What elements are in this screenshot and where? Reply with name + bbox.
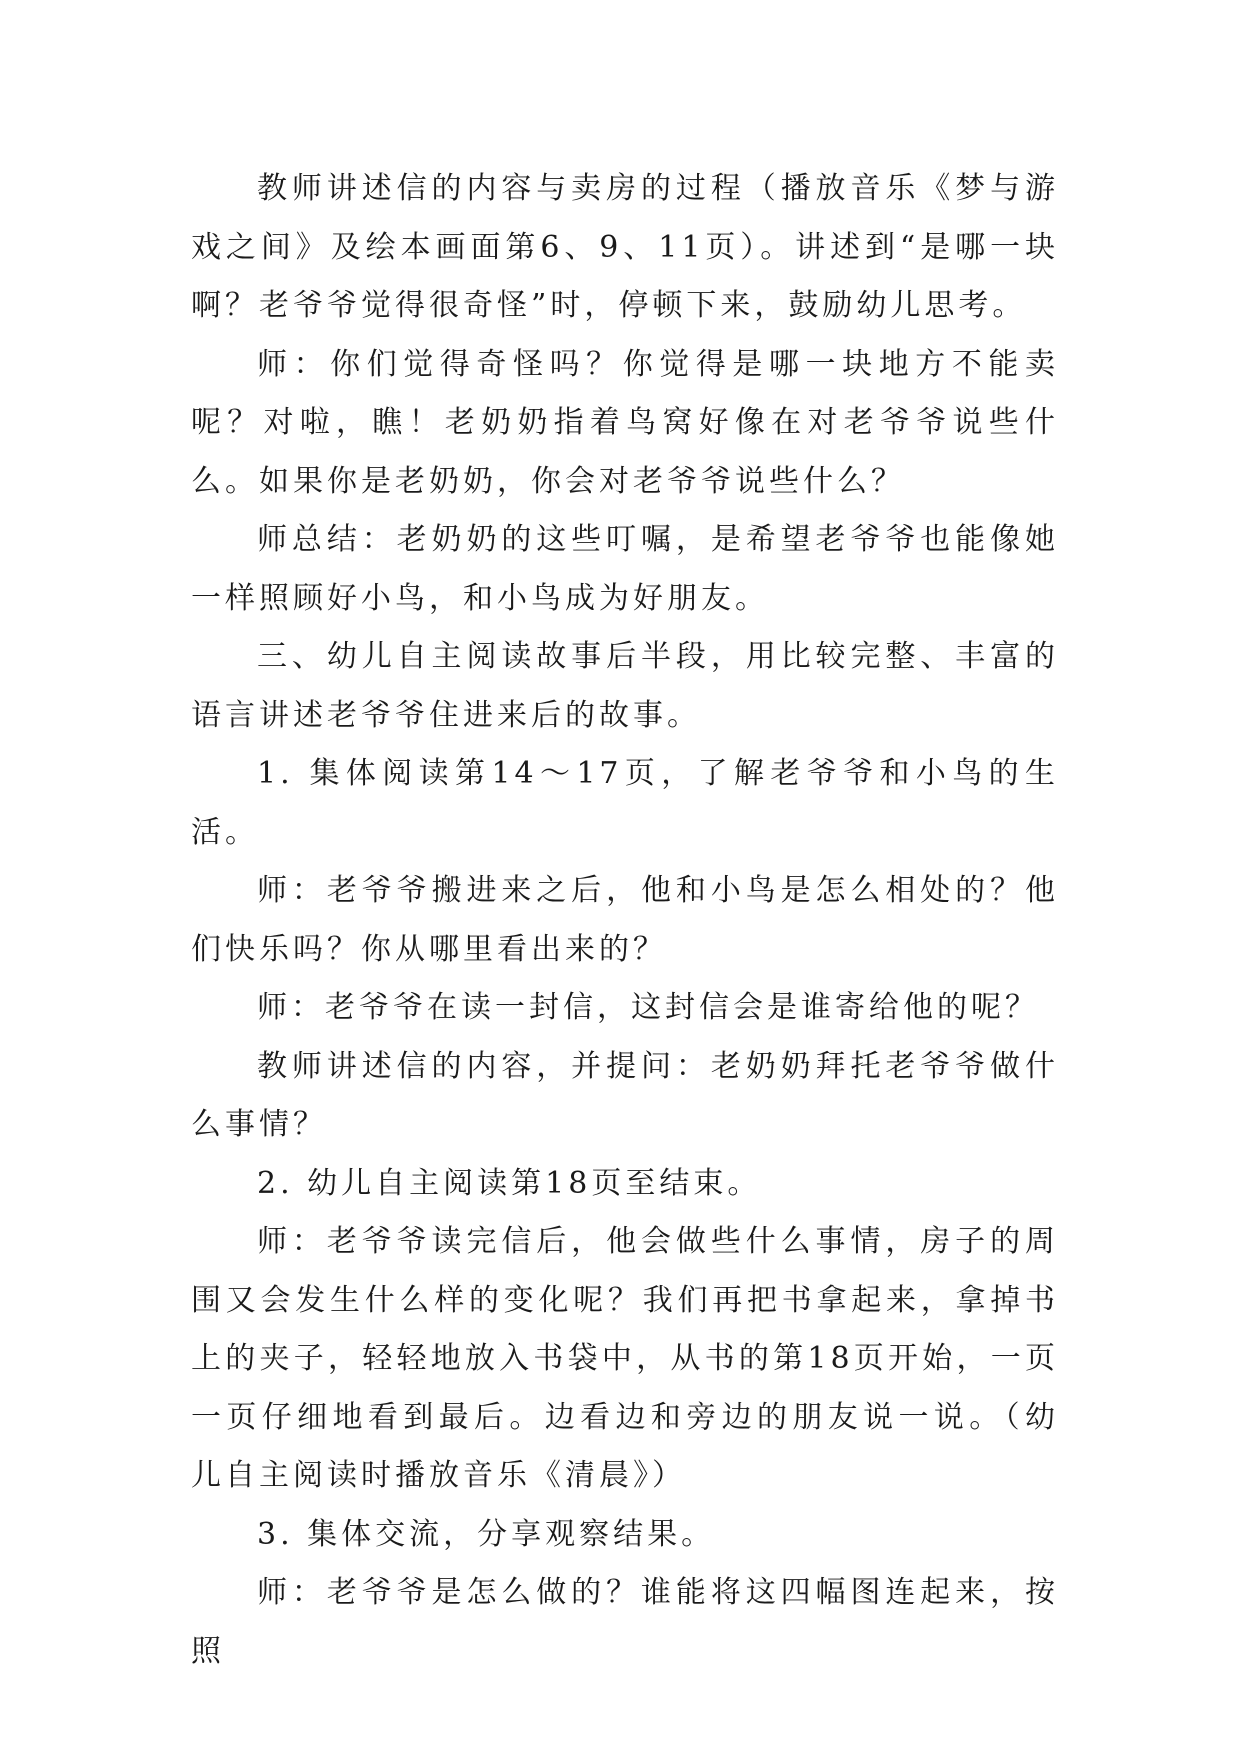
paragraph: 师：老爷爷读完信后，他会做些什么事情，房子的周围又会发生什么样的变化呢？我们再把书拿起来，拿掉书上的夹子，轻轻地放入书袋中，从书的第18页开始，一页一页仔细地看到最后。边看边和旁边的朋友说一说。（幼儿自主阅读时播放音乐《清晨》）: [191, 1224, 1059, 1493]
paragraph: 教师讲述信的内容，并提问：老奶奶拜托老爷爷做什么事情？: [191, 1048, 1059, 1142]
numbered-item: 1. 集体阅读第14～17页，了解老爷爷和小鸟的生活。: [191, 756, 1059, 850]
paragraph: 师：老爷爷搬进来之后，他和小鸟是怎么相处的？他们快乐吗？你从哪里看出来的？: [191, 873, 1059, 967]
paragraph: 师总结：老奶奶的这些叮嘱，是希望老爷爷也能像她一样照顾好小鸟，和小鸟成为好朋友。: [191, 522, 1059, 616]
paragraph: 教师讲述信的内容与卖房的过程（播放音乐《梦与游戏之间》及绘本画面第6、9、11页）。讲述到“是哪一块啊？老爷爷觉得很奇怪”时，停顿下来，鼓励幼儿思考。: [191, 171, 1059, 323]
numbered-item: 2. 幼儿自主阅读第18页至结束。: [257, 1165, 762, 1201]
body-text: [191, 160, 1059, 1681]
section-heading: 三、幼儿自主阅读故事后半段，用比较完整、丰富的语言讲述老爷爷住进来后的故事。: [191, 639, 1059, 733]
numbered-item: 3. 集体交流，分享观察结果。: [257, 1516, 716, 1552]
paragraph: 师：你们觉得奇怪吗？你觉得是哪一块地方不能卖呢？对啦，瞧！老奶奶指着鸟窝好像在对老爷爷说些什么。如果你是老奶奶，你会对老爷爷说些什么？: [191, 346, 1059, 499]
paragraph: 师：老爷爷在读一封信，这封信会是谁寄给他的呢？: [257, 990, 1039, 1025]
paragraph: 师：老爷爷是怎么做的？谁能将这四幅图连起来，按照: [191, 1575, 1059, 1669]
